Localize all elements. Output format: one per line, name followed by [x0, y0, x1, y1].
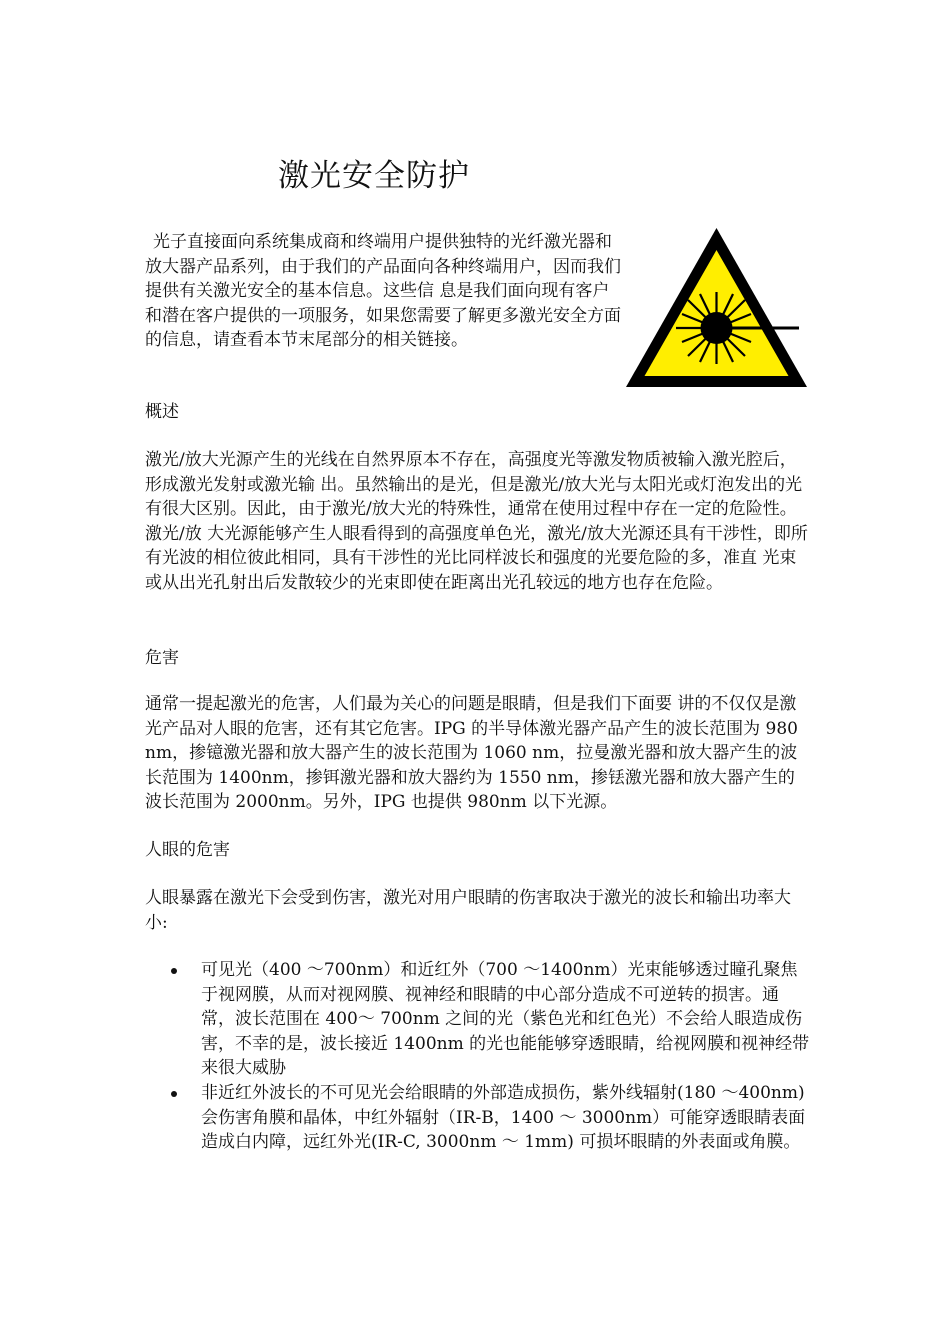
eye-hazards-list [145, 958, 810, 1155]
bullet-icon [171, 968, 177, 974]
eye-hazards-paragraph: 人眼暴露在激光下会受到伤害，激光对用户眼睛的伤害取决于激光的波长和输出功率大小: [145, 888, 791, 933]
page-title: 激光安全防护 [278, 158, 470, 194]
bullet-icon [171, 1091, 177, 1097]
section-heading-hazards: 危害 [145, 648, 179, 668]
intro-paragraph: 光子直接面向系统集成商和终端用户提供独特的光纤激光器和放大器产品系列，由于我们的产品面向各种终端用户，因而我们提供有关激光安全的基本信息。这些信 息是我们面向现有客户和潜在客户提供的一项服务，如果您需要了解更多激光安全方面的信息，请查看本节末尾部分的相关链接。 [145, 232, 621, 351]
list-item [145, 958, 810, 1081]
hazards-paragraph: 通常一提起激光的危害，人们最为关心的问题是眼睛，但是我们下面要 讲的不仅仅是激光产品对人眼的危害，还有其它危害。IPG 的半导体激光器产品产生的波长范围为 980 nm，掺镱激光器和放大器产生的波长范围为 1060 nm，拉曼激光器和放大器产生的波长范围为 1400nm，掺铒激光器和放大器约为 1550 nm，掺铥激光器和放大器产生的波长范围为 2000nm。另外，IPG 也提供 980nm 以下光源。 [145, 694, 798, 813]
laser-hazard-icon [624, 226, 809, 390]
section-heading-eye-hazards: 人眼的危害 [145, 840, 230, 860]
list-item [145, 1081, 810, 1155]
list-item-text: 可见光（400 ～700nm）和近红外（700 ～1400nm）光束能够透过瞳孔聚焦于视网膜，从而对视网膜、视神经和眼睛的中心部分造成不可逆转的损害。通常，波长范围在 400～ 700nm 之间的光（紫色光和红色光）不会给人眼造成伤害，不幸的是，波长接近 1400nm 的光也能能够穿透眼睛，给视网膜和视神经带来很大威胁 [201, 960, 810, 1079]
overview-paragraph: 激光/放大光源产生的光线在自然界原本不存在，高强度光等激发物质被输入激光腔后，形成激光发射或激光输 出。虽然输出的是光，但是激光/放大光与太阳光或灯泡发出的光有很大区别。因此，由于激光/放大光的特殊性，通常在使用过程中存在一定的危险性。激光/放 大光源能够产生人眼看得到的高强度单色光，激光/放大光源还具有干涉性，即所有光波的相位彼此相同，具有干涉性的光比同样波长和强度的光要危险的多，准直 光束或从出光孔射出后发散较少的光束即使在距离出光孔较远的地方也存在危险。 [145, 450, 808, 593]
list-item-text: 非近红外波长的不可见光会给眼睛的外部造成损伤，紫外线辐射(180 ～400nm)会伤害角膜和晶体，中红外辐射（IR-B，1400 ～ 3000nm）可能穿透眼睛表面造成白内障，远红外光(IR-C, 3000nm ～ 1mm) 可损坏眼睛的外表面或角膜。 [201, 1082, 806, 1153]
section-heading-overview: 概述 [145, 402, 179, 422]
